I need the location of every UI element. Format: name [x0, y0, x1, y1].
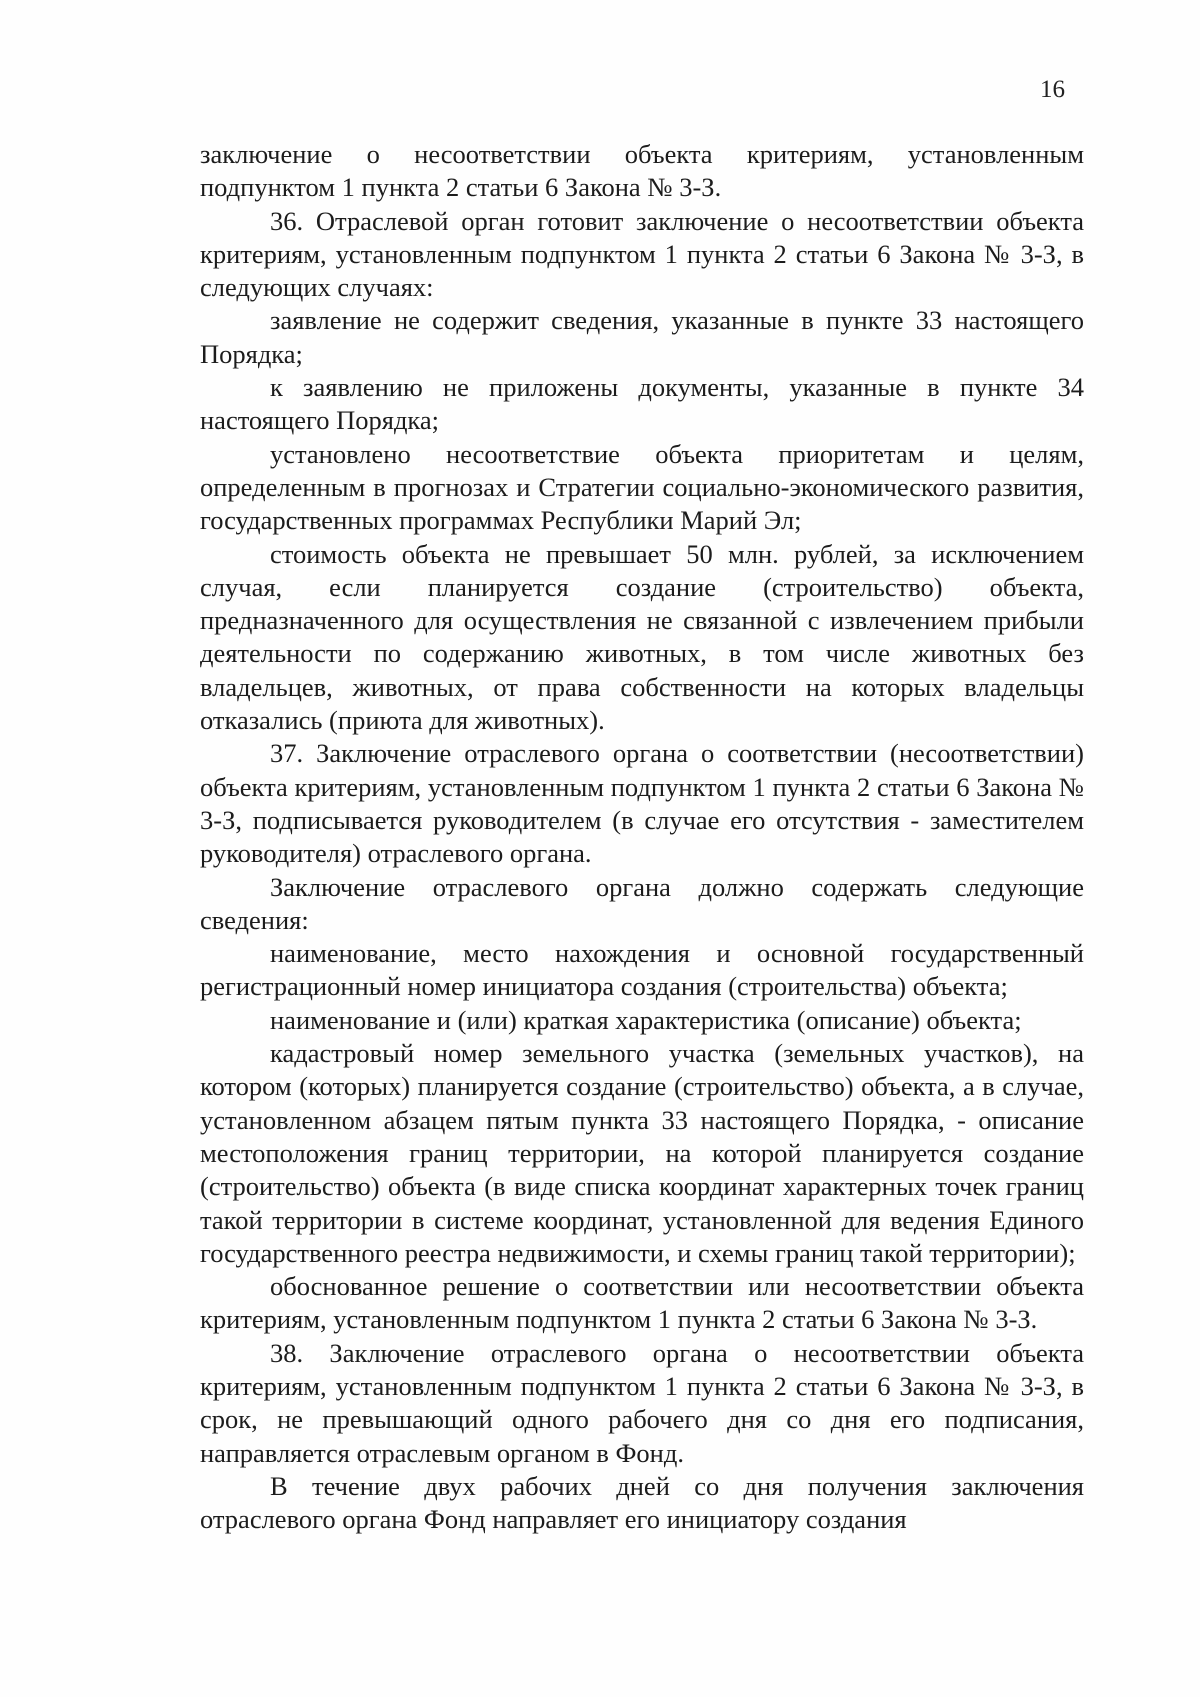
paragraph-content-3: кадастровый номер земельного участка (земельных участков), на котором (которых) планируется создание (строительство) объекта, а в случае, установленном абзацем пятым пункта 33 настоящего Порядка, - описание местоположения границ территории, на которой планируется создание (строительство) объекта (в виде списка координат характерных точек границ такой территории в системе координат, установленной для ведения Единого государственного реестра недвижимости, и схемы границ такой территории);	[200, 1038, 1084, 1268]
paragraph-case-4: стоимость объекта не превышает 50 млн. рублей, за исключением случая, если планируется создание (строительство) объекта, предназначенного для осуществления не связанной с извлечением прибыли деятельности по содержанию животных, в том числе животных без владельцев, животных, от права собственности на которых владельцы отказались (приюта для животных).	[200, 538, 1084, 736]
document-body	[200, 138, 1084, 1536]
paragraph-content-2: наименование и (или) краткая характеристика (описание) объекта;	[270, 1004, 1022, 1035]
paragraph-item-37: 37. Заключение отраслевого органа о соответствии (несоответствии) объекта критериям, установленным подпунктом 1 пункта 2 статьи 6 Закона № 3-З, подписывается руководителем (в случае его отсутствия - заместителем руководителя) отраслевого органа.	[200, 738, 1084, 869]
paragraph-content-4: обоснованное решение о соответствии или несоответствии объекта критериям, установленным подпунктом 1 пункта 2 статьи 6 Закона № 3-З.	[200, 1271, 1084, 1335]
paragraph-case-2: к заявлению не приложены документы, указанные в пункте 34 настоящего Порядка;	[200, 372, 1084, 436]
paragraph-continuation: заключение о несоответствии объекта критериям, установленным подпунктом 1 пункта 2 статьи 6 Закона № 3-З.	[200, 139, 1084, 203]
paragraph-fund-notice: В течение двух рабочих дней со дня получения заключения отраслевого органа Фонд направляет его инициатору создания	[200, 1470, 1084, 1535]
paragraph-case-3: установлено несоответствие объекта приоритетам и целям, определенным в прогнозах и Стратегии социально-экономического развития, государственных программах Республики Марий Эл;	[200, 438, 1084, 536]
paragraph-content-1: наименование, место нахождения и основной государственный регистрационный номер инициатора создания (строительства) объекта;	[200, 938, 1084, 1002]
paragraph-item-38: 38. Заключение отраслевого органа о несоответствии объекта критериям, установленным подпунктом 1 пункта 2 статьи 6 Закона № 3-З, в срок, не превышающий одного рабочего дня со дня его подписания, направляется отраслевым органом в Фонд.	[200, 1337, 1084, 1468]
paragraph-conclusion-contents: Заключение отраслевого органа должно содержать следующие сведения:	[200, 871, 1084, 935]
paragraph-case-1: заявление не содержит сведения, указанные в пункте 33 настоящего Порядка;	[200, 305, 1084, 369]
paragraph-item-36: 36. Отраслевой орган готовит заключение о несоответствии объекта критериям, установленным подпунктом 1 пункта 2 статьи 6 Закона № 3-З, в следующих случаях:	[200, 205, 1084, 303]
page-number: 16	[1040, 76, 1065, 103]
